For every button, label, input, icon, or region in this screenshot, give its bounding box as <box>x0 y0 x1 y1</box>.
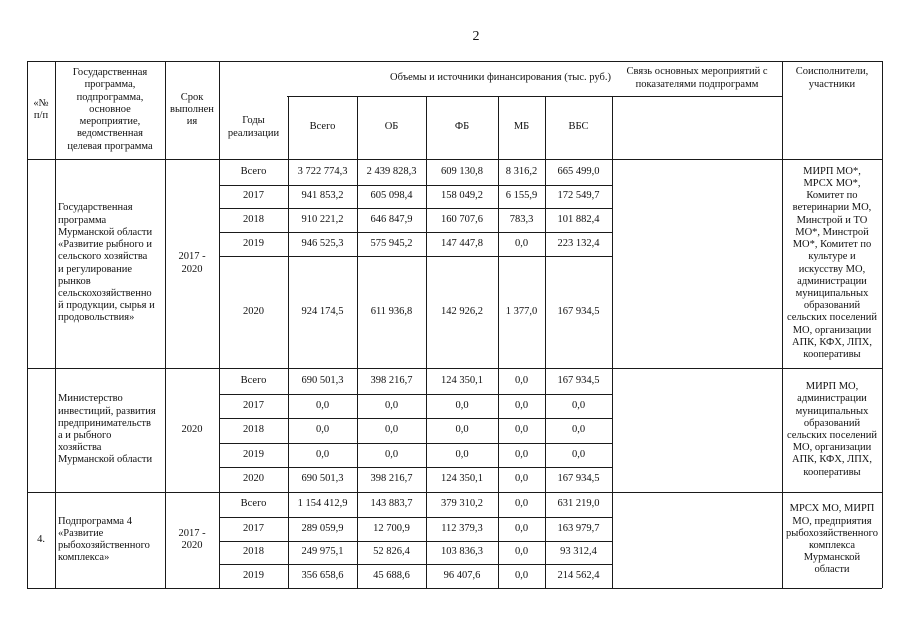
program-name: Государственная программа Мурманской области «Развитие рыбного и сельского хозяйства и регулирование рынков сельскохозяйственно й продукции, сырья и продовольствия» <box>58 202 155 324</box>
ob-cell: 0,0 <box>384 424 399 436</box>
fb-cell: 147 447,8 <box>441 237 483 249</box>
header-funding: Объемы и источники финансирования (тыс. руб.) <box>390 72 611 84</box>
vbs-cell: 0,0 <box>571 399 586 411</box>
ob-cell: 611 936,8 <box>370 305 413 317</box>
vbs-cell: 0,0 <box>571 424 586 436</box>
vbs-cell: 101 882,4 <box>557 213 600 225</box>
total-cell: 910 221,2 <box>301 213 344 225</box>
total-cell: 946 525,3 <box>301 237 344 249</box>
fb-cell: 158 049,2 <box>441 190 483 202</box>
fb-cell: 103 836,3 <box>441 546 483 558</box>
header-program: Государственная программа, подпрограмма, основное мероприятие, ведомственная целевая программа <box>67 67 153 152</box>
fb-cell: 112 379,3 <box>441 522 483 534</box>
ob-cell: 605 098,4 <box>370 190 413 202</box>
year-cell: 2020 <box>243 305 264 317</box>
year-cell: 2019 <box>243 237 264 249</box>
total-cell: 690 501,3 <box>301 374 344 386</box>
total-cell: 1 154 412,9 <box>297 498 348 510</box>
ob-cell: 0,0 <box>384 448 399 460</box>
table-rule <box>27 588 882 589</box>
vbs-cell: 665 499,0 <box>557 165 600 177</box>
year-cell: 2018 <box>243 424 264 436</box>
year-cell: Всего <box>240 498 267 510</box>
fb-cell: 124 350,1 <box>441 473 483 485</box>
table-rule <box>612 96 613 588</box>
mb-cell: 783,3 <box>509 213 534 225</box>
header-years: Годы реализации <box>227 115 280 139</box>
total-cell: 3 722 774,3 <box>297 165 348 177</box>
ob-cell: 12 700,9 <box>373 522 410 534</box>
header-ob: ОБ <box>384 121 399 133</box>
total-cell: 356 658,6 <box>301 569 344 581</box>
executors-cell: МИРП МО, администрации муниципальных образований сельских поселений МО, организации АПК, КФХ, ЛПХ, кооперативы <box>786 381 878 478</box>
header-executors: Соисполнители, участники <box>795 66 869 90</box>
executors-cell: МИРП МО*, МРСХ МО*, Комитет по ветеринарии МО, Минстрой и ТО МО*, Минстрой МО*, Комитет по культуре и искусству МО, администрации муниципальных образований сельских поселений МО, организации АПК, КФХ, ЛПХ, кооперативы <box>786 165 878 360</box>
fb-cell: 124 350,1 <box>441 374 483 386</box>
vbs-cell: 223 132,4 <box>557 237 600 249</box>
year-cell: 2017 <box>243 190 264 202</box>
ob-cell: 398 216,7 <box>370 374 413 386</box>
fb-cell: 160 707,6 <box>441 213 483 225</box>
year-cell: Всего <box>240 165 267 177</box>
term-cell: 2017 - 2020 <box>178 251 206 275</box>
ob-cell: 2 439 828,3 <box>366 165 417 177</box>
ob-cell: 45 688,6 <box>373 569 410 581</box>
row-number <box>27 159 55 368</box>
total-cell: 0,0 <box>315 448 330 460</box>
fb-cell: 0,0 <box>455 399 469 411</box>
ob-cell: 575 945,2 <box>370 237 413 249</box>
executors-cell: МРСХ МО, МИРП МО, предприятия рыбохозяйственного комплекса Мурманской области <box>786 503 878 576</box>
header-num: «№ п/п <box>33 97 49 121</box>
vbs-cell: 167 934,5 <box>557 305 600 317</box>
page-number: 2 <box>472 29 480 44</box>
row-number: 4. <box>37 533 45 545</box>
mb-cell: 0,0 <box>514 569 529 581</box>
vbs-cell: 167 934,5 <box>557 374 600 386</box>
mb-cell: 0,0 <box>514 424 529 436</box>
year-cell: 2020 <box>243 473 264 485</box>
year-cell: 2018 <box>243 546 264 558</box>
row-number <box>27 368 55 492</box>
fb-cell: 379 310,2 <box>441 498 483 510</box>
vbs-cell: 93 312,4 <box>560 546 597 558</box>
mb-cell: 0,0 <box>514 399 529 411</box>
mb-cell: 6 155,9 <box>505 190 538 202</box>
total-cell: 289 059,9 <box>301 522 344 534</box>
mb-cell: 1 377,0 <box>505 305 538 317</box>
fb-cell: 142 926,2 <box>441 305 483 317</box>
fb-cell: 0,0 <box>455 424 469 436</box>
term-cell: 2017 - 2020 <box>178 527 206 551</box>
header-fb: ФБ <box>454 121 470 133</box>
vbs-cell: 631 219,0 <box>557 498 600 510</box>
fb-cell: 0,0 <box>455 448 469 460</box>
total-cell: 0,0 <box>315 424 330 436</box>
table-rule <box>882 61 883 588</box>
year-cell: Всего <box>240 374 267 386</box>
ob-cell: 398 216,7 <box>370 473 413 485</box>
vbs-cell: 167 934,5 <box>557 473 600 485</box>
total-cell: 0,0 <box>315 399 330 411</box>
ob-cell: 0,0 <box>384 399 399 411</box>
program-name: Подпрограмма 4 «Развитие рыбохозяйственного комплекса» <box>58 515 150 564</box>
year-cell: 2017 <box>243 399 264 411</box>
mb-cell: 0,0 <box>514 374 529 386</box>
mb-cell: 8 316,2 <box>505 165 538 177</box>
program-name: Министерство инвестиций, развития предпринимательств а и рыбного хозяйства Мурманской области <box>58 393 156 466</box>
total-cell: 690 501,3 <box>301 473 344 485</box>
total-cell: 924 174,5 <box>301 305 344 317</box>
mb-cell: 0,0 <box>514 522 529 534</box>
term-cell: 2020 <box>181 423 203 435</box>
header-mb: МБ <box>513 121 530 133</box>
fb-cell: 96 407,6 <box>443 569 481 581</box>
header-term: Срок выполнен ия <box>170 91 214 128</box>
ob-cell: 646 847,9 <box>370 213 413 225</box>
mb-cell: 0,0 <box>514 473 529 485</box>
vbs-cell: 0,0 <box>571 448 586 460</box>
mb-cell: 0,0 <box>514 498 529 510</box>
year-cell: 2018 <box>243 213 264 225</box>
vbs-cell: 214 562,4 <box>557 569 600 581</box>
year-cell: 2017 <box>243 522 264 534</box>
ob-cell: 143 883,7 <box>370 498 413 510</box>
header-link: Связь основных мероприятий с показателями подпрограмм <box>626 66 768 90</box>
header-vbs: ВБС <box>568 121 589 133</box>
year-cell: 2019 <box>243 569 264 581</box>
fb-cell: 609 130,8 <box>441 165 483 177</box>
mb-cell: 0,0 <box>514 448 529 460</box>
mb-cell: 0,0 <box>514 237 529 249</box>
total-cell: 249 975,1 <box>301 546 344 558</box>
mb-cell: 0,0 <box>514 546 529 558</box>
year-cell: 2019 <box>243 448 264 460</box>
vbs-cell: 163 979,7 <box>557 522 600 534</box>
vbs-cell: 172 549,7 <box>557 190 600 202</box>
ob-cell: 52 826,4 <box>373 546 410 558</box>
header-total: Всего <box>309 121 336 133</box>
total-cell: 941 853,2 <box>301 190 344 202</box>
